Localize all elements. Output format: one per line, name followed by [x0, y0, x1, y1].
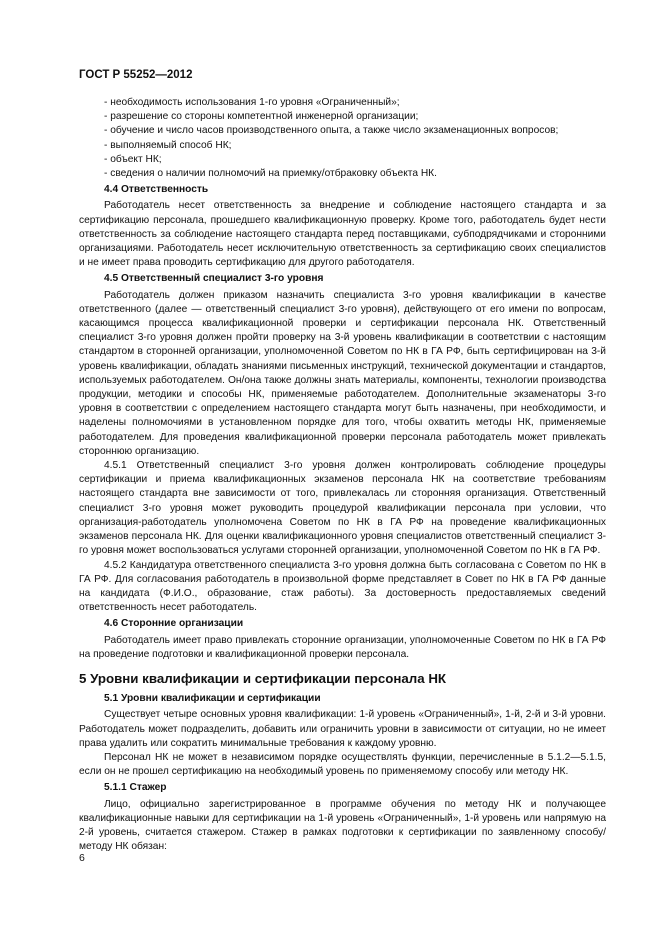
paragraph: Лицо, официально зарегистрированное в программе обучения по методу НК и получающее квалификационные навыки для сертификации на 1-й уровень «Ограниченный», 1-й уровень или напрямую на 2-й уровень, считается стажером. Стажер в рамках подготовки к сертификации по заявленному способу/методу НК обязан:: [79, 798, 606, 853]
paragraph-4-5-1: 4.5.1 Ответственный специалист 3-го уровня должен контролировать соблюдение процедуры сертификации и приема квалификационных экзаменов персонала НК на соответствие требованиям настоящего стандарта вне зависимости от того, привлекалась ли сторонняя организация. Ответственный специалист 3-го уровня может руководить процедурой квалификации персонала при условии, что организация-работодатель уполномочена Советом по НК в ГА РФ на проведение квалификационных экзаменов персонала НК. Для оценки квалификационного уровня специалистов ответственный специалист 3-го уровня может воспользоваться услугами сторонней организации, уполномоченной Советом по НК в ГА РФ.: [79, 460, 606, 557]
paragraph-4-5-2: 4.5.2 Кандидатура ответственного специалиста 3-го уровня должна быть согласована с Советом по НК в ГА РФ. Для согласования работодатель в произвольной форме представляет в Совет по НК в ГА РФ данные на кандидата (Ф.И.О., образование, стаж работы). За достоверность предоставляемых сведений ответственность несет работодатель.: [79, 559, 606, 614]
paragraph: Персонал НК не может в независимом порядке осуществлять функции, перечисленные в 5.1.2—5.1.5, если он не прошел сертификацию на необходимый уровень по применяемому способу или методу НК.: [79, 751, 606, 778]
list-item: - сведения о наличии полномочий на приемку/отбраковку объекта НК.: [104, 168, 437, 180]
list-item: - обучение и число часов производственного опыта, а также число экзаменационных вопросов;: [104, 125, 559, 137]
list-item: - объект НК;: [104, 153, 162, 165]
page-number: 6: [79, 852, 85, 864]
section-heading-5: 5 Уровни квалификации и сертификации персонала НК: [79, 670, 447, 686]
paragraph: Существует четыре основных уровня квалификации: 1-й уровень «Ограниченный», 1-й, 2-й и 3-й уровни. Работодатель может подразделить, добавить или ограничить уровни в зависимости от ситуации, но не имеет права удалить или сократить минимальные требования к каждому уровню.: [79, 709, 606, 749]
paragraph: Работодатель несет ответственность за внедрение и соблюдение настоящего стандарта и за сертификацию персонала, прошедшего квалификационную проверку. Кроме того, работодатель будет нести ответственность за соблюдение настоящего стандарта перед поставщиками, субподрядчиками и сторонними организациями. Работодатель несет исключительную ответственность за сертификацию своих специалистов и не имеет права проводить сертификацию для другого работодателя.: [79, 200, 606, 269]
list-item: - разрешение со стороны компетентной инженерной организации;: [104, 111, 419, 123]
section-heading-4-5: 4.5 Ответственный специалист 3-го уровня: [104, 273, 324, 285]
section-heading-4-4: 4.4 Ответственность: [104, 184, 209, 196]
list-item: - выполняемый способ НК;: [104, 139, 232, 151]
paragraph: Работодатель должен приказом назначить специалиста 3-го уровня квалификации в качестве ответственного (далее — ответственный специалист 3-го уровня), действующего от его имени по вопросам, касающимся процесса квалификационной проверки и сертификации персонала НК. Ответственный специалист 3-го уровня должен пройти проверку на 3-й уровень квалификации в соответствии с настоящим стандартом в сторонней организации, уполномоченной Советом по НК в ГА РФ, быть сертифицирован на 3-й уровень квалификации, обладать знаниями письменных инструкций, технической документации и стандартов, используемых работодателем. Он/она также должны знать материалы, компоненты, технологии производства продукции, методики и способы НК, применяемые работодателем. Дополнительные экзаменаторы 3-го уровня в соответствии с определением настоящего стандарта могут быть назначены, при необходимости, и наделены полномочиями в установленном порядке для того, чтобы охватить методы НК, применяемые работодателем. Для проведения квалификационной проверки персонала работодатель может привлекать стороннюю организацию.: [79, 289, 606, 457]
section-heading-4-6: 4.6 Сторонние организации: [104, 618, 244, 630]
section-heading-5-1: 5.1 Уровни квалификации и сертификации: [104, 693, 321, 705]
list-item: - необходимость использования 1-го уровня «Ограниченный»;: [104, 97, 400, 108]
document-header: ГОСТ Р 55252—2012: [79, 69, 193, 81]
paragraph: Работодатель имеет право привлекать сторонние организации, уполномоченные Советом по НК в ГА РФ на проведение подготовки и квалификационной проверки персонала.: [79, 634, 606, 660]
document-body: [79, 96, 606, 854]
section-heading-5-1-1: 5.1.1 Стажер: [104, 782, 167, 794]
